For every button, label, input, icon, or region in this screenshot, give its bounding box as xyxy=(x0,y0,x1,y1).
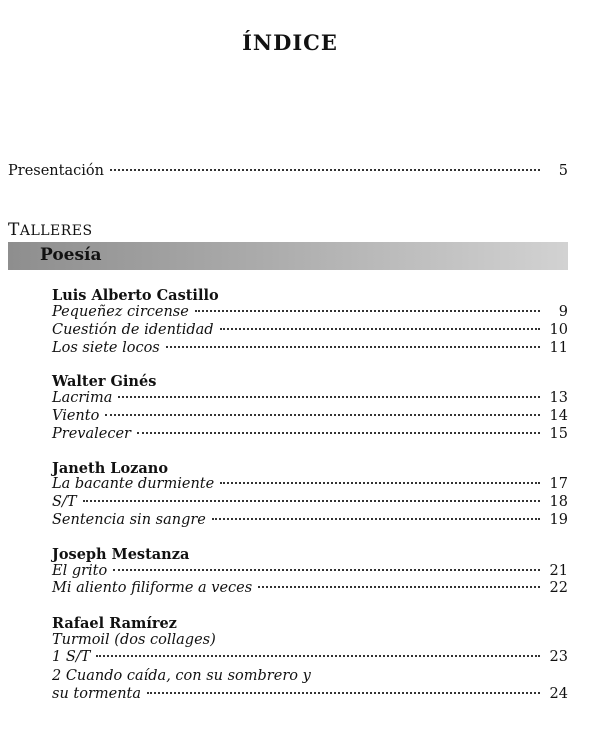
toc-entry-page: 17 xyxy=(549,476,568,492)
dot-leader xyxy=(113,569,540,571)
toc-entry-page: 22 xyxy=(549,580,568,596)
toc-entry-title: su tormenta xyxy=(52,686,142,702)
section-heading xyxy=(8,220,93,240)
author-name: Rafael Ramírez xyxy=(52,615,177,632)
section-heading-initial: T xyxy=(8,220,20,240)
dot-leader xyxy=(137,432,540,434)
dot-leader xyxy=(220,328,540,330)
dot-leader xyxy=(166,346,540,348)
toc-entry-title: S/T xyxy=(52,494,77,510)
toc-entry[interactable] xyxy=(52,340,568,359)
toc-entry-page: 24 xyxy=(549,686,568,702)
toc-entry-title: Viento xyxy=(52,408,100,424)
toc-entry-title-line: 2 Cuando caída, con su sombrero y xyxy=(52,668,311,684)
dot-leader xyxy=(195,310,540,312)
toc-entry-page: 13 xyxy=(549,390,568,406)
dot-leader xyxy=(105,414,540,416)
dot-leader xyxy=(147,692,540,694)
dot-leader xyxy=(118,396,540,398)
toc-entry-page: 23 xyxy=(549,649,568,665)
dot-leader xyxy=(96,655,540,657)
toc-entry-title: 1 S/T xyxy=(52,649,91,665)
toc-entry[interactable] xyxy=(52,476,568,495)
author-name: Joseph Mestanza xyxy=(52,546,190,563)
toc-entry-title: Mi aliento filiforme a veces xyxy=(52,580,253,596)
author-name: Walter Ginés xyxy=(52,373,157,390)
toc-entry[interactable] xyxy=(52,512,568,531)
toc-entry-title: Pequeñez circense xyxy=(52,304,189,320)
toc-entry-presentation[interactable] xyxy=(8,163,568,182)
toc-entry[interactable] xyxy=(52,408,568,427)
toc-entry[interactable] xyxy=(52,686,568,705)
author-name: Janeth Lozano xyxy=(52,460,169,477)
toc-entry[interactable] xyxy=(52,494,568,513)
page-title: ÍNDICE xyxy=(242,30,338,55)
toc-entry-title: Prevalecer xyxy=(52,426,131,442)
toc-entry-title: Presentación xyxy=(8,163,104,179)
toc-entry[interactable] xyxy=(52,390,568,409)
work-subtitle: Turmoil (dos collages) xyxy=(52,632,216,648)
toc-entry-title: Sentencia sin sangre xyxy=(52,512,206,528)
category-band xyxy=(8,242,568,270)
category-band-label: Poesía xyxy=(40,245,102,265)
toc-entry[interactable] xyxy=(52,426,568,445)
section-heading-rest: ALLERES xyxy=(19,223,93,239)
toc-entry-title: Lacrima xyxy=(52,390,113,406)
toc-entry-page: 5 xyxy=(558,163,568,179)
toc-entry[interactable] xyxy=(52,322,568,341)
author-name: Luis Alberto Castillo xyxy=(52,287,219,304)
dot-leader xyxy=(83,500,541,502)
toc-entry-page: 21 xyxy=(549,563,568,579)
dot-leader xyxy=(258,586,540,588)
toc-entry-page: 14 xyxy=(549,408,568,424)
toc-entry-page: 18 xyxy=(549,494,568,510)
toc-entry-page: 10 xyxy=(549,322,568,338)
dot-leader xyxy=(212,518,540,520)
toc-entry-title: La bacante durmiente xyxy=(52,476,215,492)
toc-entry-page: 11 xyxy=(549,340,568,356)
dot-leader xyxy=(110,169,540,171)
toc-entry-title: Los siete locos xyxy=(52,340,160,356)
dot-leader xyxy=(220,482,540,484)
toc-entry-page: 19 xyxy=(549,512,568,528)
toc-entry[interactable] xyxy=(52,580,568,599)
toc-entry[interactable] xyxy=(52,649,568,668)
toc-entry-page: 9 xyxy=(558,304,568,320)
toc-entry-title: El grito xyxy=(52,563,108,579)
toc-entry-title: Cuestión de identidad xyxy=(52,322,214,338)
toc-entry-page: 15 xyxy=(549,426,568,442)
toc-entry[interactable] xyxy=(52,304,568,323)
